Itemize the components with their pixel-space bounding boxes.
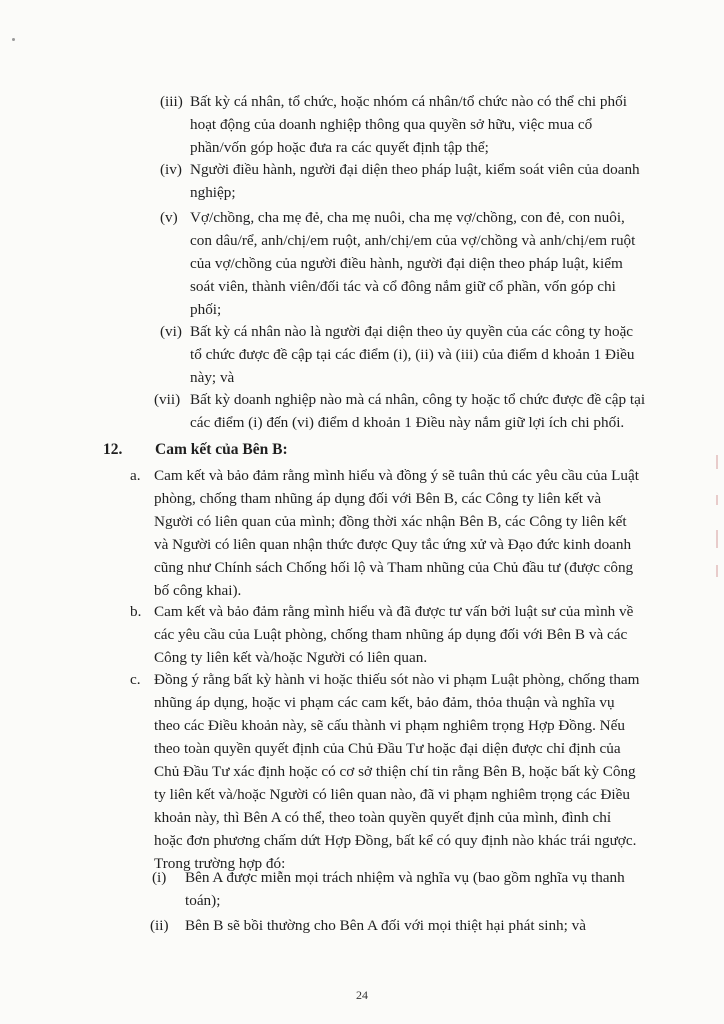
list-item-label: (vi): [160, 323, 182, 340]
list-item-line: nghiệp;: [190, 184, 236, 201]
scan-mark: [716, 530, 718, 548]
clause-line: theo toàn quyền quyết định của Chủ Đầu Tư hoặc đại diện được chỉ định của: [154, 740, 621, 757]
clause-line: Người có liên quan của mình; đồng thời xác nhận Bên B, các Công ty liên kết: [154, 513, 627, 530]
page-number: 24: [356, 988, 368, 1002]
clause-line: Trong trường hợp đó:: [154, 855, 286, 872]
clause-line: cũng như Chính sách Chống hối lộ và Tham nhũng của Chủ đầu tư (được công: [154, 559, 634, 576]
clause-line: bố công khai).: [154, 582, 242, 599]
clause-label: b.: [130, 603, 142, 620]
list-item-line: soát viên, thành viên/đối tác và cổ đông nắm giữ cổ phần, vốn góp chi: [190, 278, 616, 295]
list-item-line: Bất kỳ cá nhân nào là người đại diện theo ủy quyền của các công ty hoặc: [190, 323, 634, 340]
clause-line: các yêu cầu của Luật phòng, chống tham nhũng áp dụng đối với Bên B và các: [154, 626, 628, 643]
clause-line: theo các Điều khoản này, sẽ cấu thành vi phạm nghiêm trọng Hợp Đồng. Nếu: [154, 717, 625, 734]
list-item-line: Bất kỳ doanh nghiệp nào mà cá nhân, công ty hoặc tổ chức được đề cập tại: [190, 391, 646, 408]
clause-line: và Người có liên quan nhận thức được Quy tắc ứng xử và Đạo đức kinh doanh: [154, 536, 632, 553]
list-item-line: các điểm (i) đến (vi) điểm d khoản 1 Điều này nắm giữ lợi ích chi phối.: [190, 414, 625, 431]
clause-line: Đồng ý rằng bất kỳ hành vi hoặc thiếu sót nào vi phạm Luật phòng, chống tham: [154, 671, 640, 688]
sub-item-line: Bên A được miễn mọi trách nhiệm và nghĩa vụ (bao gồm nghĩa vụ thanh: [185, 869, 625, 886]
list-item-label: (v): [160, 209, 178, 226]
section-number: 12.: [103, 441, 123, 458]
clause-label: a.: [130, 467, 141, 484]
list-item-line: Bất kỳ cá nhân, tổ chức, hoặc nhóm cá nhân/tổ chức nào có thể chi phối: [190, 93, 627, 110]
clause-line: Cam kết và bảo đảm rằng mình hiểu và đã được tư vấn bởi luật sư của mình về: [154, 603, 634, 620]
sub-item-label: (ii): [150, 917, 169, 934]
clause-line: Chủ Đầu Tư xác định hoặc có cơ sở thiện chí tin rằng Bên B, hoặc bất kỳ Công: [154, 763, 636, 780]
clause-line: phòng, chống tham nhũng áp dụng đối với Bên B, các Công ty liên kết và: [154, 490, 602, 507]
clause-line: Cam kết và bảo đảm rằng mình hiểu và đồng ý sẽ tuân thủ các yêu cầu của Luật: [154, 467, 639, 484]
sub-item-label: (i): [152, 869, 167, 886]
list-item-line: của vợ/chồng của người điều hành, người đại diện theo pháp luật, kiểm: [190, 255, 623, 272]
list-item-line: Người điều hành, người đại diện theo pháp luật, kiểm soát viên của doanh: [190, 161, 640, 178]
scan-speck: [12, 38, 15, 41]
list-item-line: tổ chức được đề cập tại các điểm (i), (ii) và (iii) của điểm d khoản 1 Điều: [190, 346, 635, 363]
clause-line: khoản này, thì Bên A có thể, theo toàn quyền quyết định của mình, đình chỉ: [154, 809, 612, 826]
section-title: Cam kết của Bên B:: [155, 441, 288, 458]
list-item-line: phối;: [190, 301, 222, 318]
sub-item-line: Bên B sẽ bồi thường cho Bên A đối với mọi thiệt hại phát sinh; và: [185, 917, 586, 934]
clause-line: ty liên kết và/hoặc Người có liên quan nào, đã vi phạm nghiêm trọng các Điều: [154, 786, 630, 803]
clause-line: nhũng áp dụng, hoặc vi phạm các cam kết, bảo đảm, thỏa thuận và nghĩa vụ: [154, 694, 615, 711]
list-item-line: phần/vốn góp hoặc đưa ra các quyết định tập thể;: [190, 139, 489, 156]
clause-line: Công ty liên kết và/hoặc Người có liên quan.: [154, 649, 428, 666]
clause-label: c.: [130, 671, 141, 688]
list-item-label: (vii): [154, 391, 181, 408]
scan-mark: [716, 495, 718, 505]
list-item-label: (iv): [160, 161, 182, 178]
list-item-line: này; và: [190, 369, 235, 386]
scan-mark: [716, 455, 718, 469]
scan-mark: [716, 565, 718, 577]
list-item-label: (iii): [160, 93, 183, 110]
list-item-line: con dâu/rể, anh/chị/em ruột, anh/chị/em của vợ/chồng và anh/chị/em ruột: [190, 232, 636, 249]
clause-line: hoặc đơn phương chấm dứt Hợp Đồng, bất kể có quy định nào khác trái ngược.: [154, 832, 637, 849]
list-item-line: Vợ/chồng, cha mẹ đẻ, cha mẹ nuôi, cha mẹ vợ/chồng, con đẻ, con nuôi,: [190, 209, 625, 226]
sub-item-line: toán);: [185, 892, 221, 909]
list-item-line: hoạt động của doanh nghiệp thông qua quyền sở hữu, việc mua cổ: [190, 116, 593, 133]
